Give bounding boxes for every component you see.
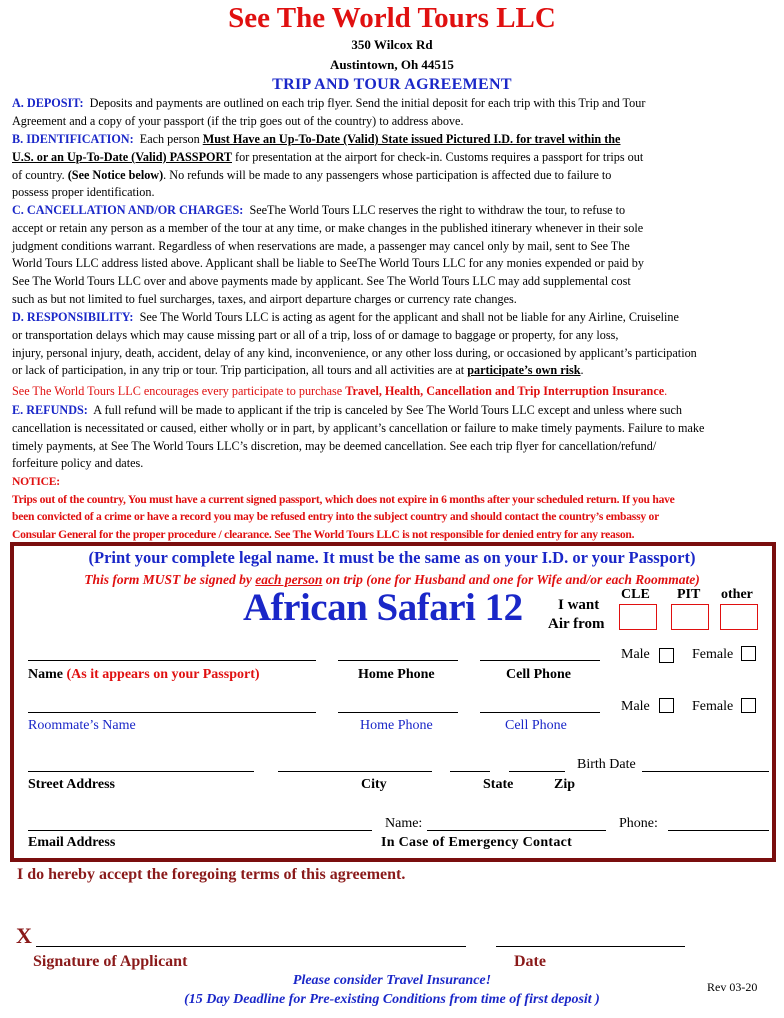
roommate-male-checkbox[interactable] bbox=[659, 698, 674, 713]
cancel-text-5: See The World Tours LLC over and above payments made by applicant. See The World Tours LLC may add supplemental cost bbox=[12, 274, 631, 289]
roommate-name-label: Roommate’s Name bbox=[28, 718, 136, 733]
refund-text-1: A full refund will be made to applicant if the trip is canceled by See The World Tours LLC except and unless where such bbox=[93, 403, 683, 417]
birth-date-field[interactable] bbox=[642, 771, 769, 772]
responsibility-section bbox=[12, 309, 770, 380]
deposit-section bbox=[12, 95, 770, 131]
air-option-pit: PIT bbox=[677, 587, 701, 602]
signature-x-mark: X bbox=[16, 923, 32, 948]
birth-date-label: Birth Date bbox=[577, 757, 636, 772]
deposit-heading: A. DEPOSIT: bbox=[12, 96, 84, 110]
notice-section bbox=[12, 473, 772, 543]
home-phone-field[interactable] bbox=[338, 660, 458, 661]
emergency-contact-label: In Case of Emergency Contact bbox=[381, 835, 573, 850]
insurance-deadline: (15 Day Deadline for Pre-existing Conditions from time of first deposit ) bbox=[184, 992, 600, 1007]
street-address-field[interactable] bbox=[28, 771, 254, 772]
address-line-1: 350 Wilcox Rd bbox=[351, 37, 433, 52]
female-label: Female bbox=[692, 647, 734, 662]
sign-instruction-b: each person bbox=[255, 572, 323, 587]
roommate-cell-phone-field[interactable] bbox=[480, 712, 600, 713]
cell-phone-label: Cell Phone bbox=[506, 667, 571, 682]
id-text-4: possess proper identification. bbox=[12, 185, 155, 200]
refunds-heading: E. REFUNDS: bbox=[12, 403, 88, 417]
email-address-label: Email Address bbox=[28, 835, 116, 850]
name-field[interactable] bbox=[28, 660, 316, 661]
notice-text-2: been convicted of a crime or have a record you may be refused entry into the subject country and should contact the country’s embassy or bbox=[12, 510, 659, 523]
date-field[interactable] bbox=[496, 946, 685, 947]
notice-text-3: Consular General for the proper procedure / clearance. See The World Tours LLC is not responsible for denied entry for any reason. bbox=[12, 527, 635, 541]
male-checkbox[interactable] bbox=[659, 648, 674, 663]
refund-text-4: forfeiture policy and dates. bbox=[12, 456, 144, 471]
identification-section bbox=[12, 131, 770, 202]
roommate-cell-phone-label: Cell Phone bbox=[505, 718, 567, 733]
resp-text-4b: participate’s own risk bbox=[467, 363, 581, 378]
refund-text-3: timely payments, at See The World Tours LLC’s discretion, may be deemed cancellation. See each trip flyer for cancellation/refund/ bbox=[12, 438, 657, 453]
insurance-text-c: . bbox=[664, 384, 668, 398]
cancel-text-3: judgment conditions warrant. Regardless of when reservations are made, a passenger may cancel only by mail, sent to See The bbox=[12, 238, 630, 253]
sign-instruction-c: on trip (one for Husband and one for Wife and/or each Roommate) bbox=[325, 572, 700, 587]
deposit-text-1: Deposits and payments are outlined on each trip flyer. Send the initial deposit for each trip with this Trip and Tour bbox=[89, 96, 646, 110]
emergency-phone-label: Phone: bbox=[619, 816, 658, 831]
id-text-2b: for presentation at the airport for check-in. Customs requires a passport for trips out bbox=[235, 149, 644, 164]
agreement-title: TRIP AND TOUR AGREEMENT bbox=[272, 76, 512, 93]
refunds-section bbox=[12, 402, 770, 473]
id-text-3c: . No refunds will be made to any passengers whose participation is affected due to failure to bbox=[163, 167, 612, 182]
name-label: Name bbox=[28, 667, 63, 682]
cancel-text-1: SeeThe World Tours LLC reserves the right to withdraw the tour, to refuse to bbox=[249, 203, 626, 217]
state-field[interactable] bbox=[450, 771, 490, 772]
roommate-name-field[interactable] bbox=[28, 712, 316, 713]
air-from-label-1: I want bbox=[558, 597, 600, 613]
street-address-label: Street Address bbox=[28, 777, 115, 792]
air-option-cle: CLE bbox=[621, 587, 650, 602]
print-name-instruction: (Print your complete legal name. It must be the same as on your I.D. or your Passport) bbox=[88, 548, 696, 567]
id-text-3b: (See Notice below) bbox=[67, 167, 164, 182]
zip-label: Zip bbox=[554, 777, 576, 792]
roommate-home-phone-label: Home Phone bbox=[360, 718, 433, 733]
air-from-label-2: Air from bbox=[548, 616, 605, 632]
resp-text-4c: . bbox=[580, 363, 584, 378]
id-text-2a: U.S. or an Up-To-Date (Valid) PASSPORT bbox=[12, 149, 232, 164]
resp-text-1: See The World Tours LLC is acting as agent for the applicant and shall not be liable for any Airline, Cruiseline bbox=[139, 310, 679, 324]
insurance-text-a: See The World Tours LLC encourages every participate to purchase bbox=[12, 384, 343, 398]
cancel-text-4: World Tours LLC address listed above. Applicant shall be liable to SeeThe World Tours LLC for any monies expended or paid by bbox=[12, 256, 644, 271]
notice-heading: NOTICE: bbox=[12, 475, 60, 488]
insurance-reminder: Please consider Travel Insurance! bbox=[292, 973, 492, 988]
roommate-female-label: Female bbox=[692, 699, 734, 714]
deposit-text-2: Agreement and a copy of your passport (if the trip goes out of the country) to address above. bbox=[12, 113, 464, 128]
zip-field[interactable] bbox=[509, 771, 565, 772]
home-phone-label: Home Phone bbox=[358, 667, 435, 682]
air-from-cle-box[interactable] bbox=[619, 604, 657, 630]
emergency-phone-field[interactable] bbox=[668, 830, 769, 831]
email-field[interactable] bbox=[28, 830, 372, 831]
address-line-2: Austintown, Oh 44515 bbox=[330, 57, 454, 72]
trip-name: African Safari 12 bbox=[243, 586, 523, 629]
signature-label: Signature of Applicant bbox=[33, 953, 188, 970]
roommate-female-checkbox[interactable] bbox=[741, 698, 756, 713]
cancellation-section bbox=[12, 202, 770, 309]
name-label-wrap bbox=[28, 667, 260, 683]
roommate-home-phone-field[interactable] bbox=[338, 712, 458, 713]
notice-text-1: Trips out of the country, You must have a current signed passport, which does not expire in 6 months after your scheduled return. If you have bbox=[12, 492, 675, 506]
insurance-text-b: Travel, Health, Cancellation and Trip Interruption Insurance bbox=[345, 384, 665, 398]
date-label: Date bbox=[514, 953, 546, 970]
sign-instruction-a: This form MUST be signed by bbox=[84, 572, 252, 587]
male-label: Male bbox=[621, 647, 650, 662]
city-label: City bbox=[361, 777, 387, 792]
signature-field[interactable] bbox=[36, 946, 466, 947]
company-title: See The World Tours LLC bbox=[228, 2, 556, 34]
air-from-other-box[interactable] bbox=[720, 604, 758, 630]
cancel-text-6: such as but not limited to fuel surcharges, taxes, and airport departure charges or currency rate changes. bbox=[12, 291, 517, 306]
resp-text-2: or transportation delays which may cause missing part or all of a trip, loss of or damage to baggage or property, for any loss, bbox=[12, 327, 619, 342]
resp-text-3: injury, personal injury, death, accident, delay of any kind, inconvenience, or any other loss during, or occasioned by applicant’s participation bbox=[12, 345, 697, 360]
emergency-name-label: Name: bbox=[385, 816, 423, 831]
name-note: (As it appears on your Passport) bbox=[66, 667, 260, 682]
air-from-pit-box[interactable] bbox=[671, 604, 709, 630]
refund-text-2: cancellation is necessitated or caused, either wholly or in part, by applicant’s cancellation or failure to make timely payments. Failure to make bbox=[12, 420, 705, 435]
cancel-text-2: accept or retain any person as a member of the tour at any time, or make changes in the published itinerary whenever in their sole bbox=[12, 220, 644, 235]
cell-phone-field[interactable] bbox=[480, 660, 600, 661]
cancellation-heading: C. CANCELLATION AND/OR CHARGES: bbox=[12, 203, 244, 217]
accept-terms-statement: I do hereby accept the foregoing terms of this agreement. bbox=[17, 866, 406, 883]
roommate-male-label: Male bbox=[621, 699, 650, 714]
resp-text-4a: or lack of participation, in any trip or tour. Trip participation, all tours and all activities are at bbox=[12, 363, 465, 378]
insurance-note bbox=[12, 383, 770, 401]
female-checkbox[interactable] bbox=[741, 646, 756, 661]
id-text-1a: Each person bbox=[139, 132, 200, 146]
identification-heading: B. IDENTIFICATION: bbox=[12, 132, 134, 146]
responsibility-heading: D. RESPONSIBILITY: bbox=[12, 310, 134, 324]
city-field[interactable] bbox=[278, 771, 432, 772]
id-text-3a: of country. bbox=[12, 167, 65, 182]
emergency-name-field[interactable] bbox=[427, 830, 606, 831]
id-text-1b: Must Have an Up-To-Date (Valid) State issued Pictured I.D. for travel within the bbox=[202, 132, 621, 146]
state-label: State bbox=[483, 777, 514, 792]
revision-label: Rev 03-20 bbox=[707, 980, 758, 994]
air-option-other: other bbox=[721, 587, 753, 602]
